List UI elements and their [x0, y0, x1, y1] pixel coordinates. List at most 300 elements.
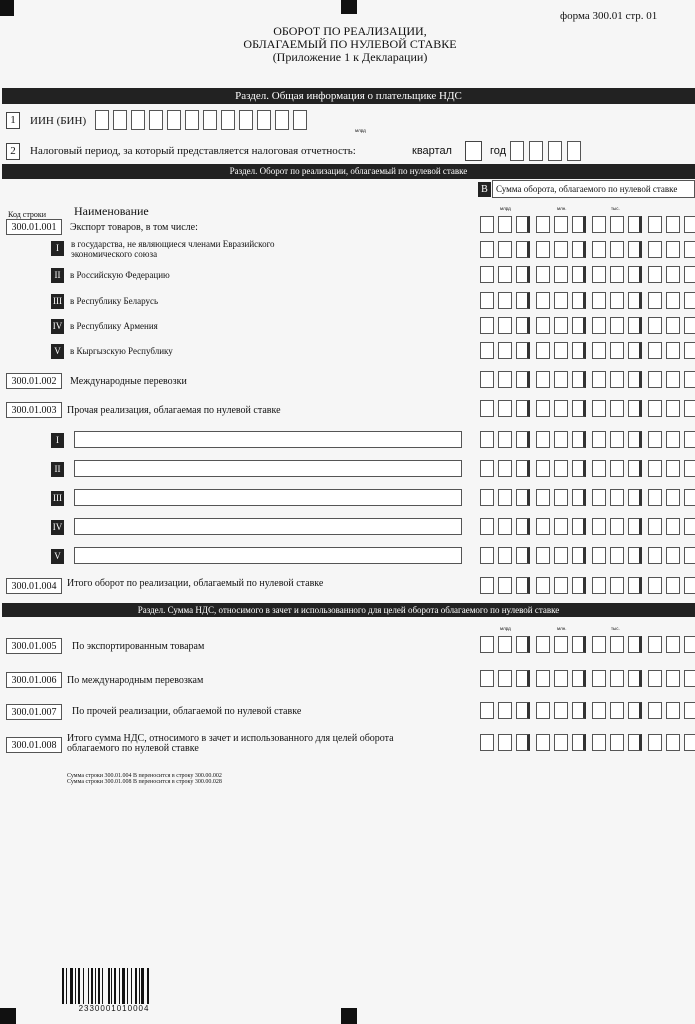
barcode-bar: [95, 968, 96, 1004]
digit-cell[interactable]: [684, 734, 695, 751]
digit-cell[interactable]: [498, 702, 512, 719]
digit-cell[interactable]: [666, 241, 680, 258]
unit-mlrd: млрд: [500, 206, 511, 211]
digit-cell[interactable]: [572, 400, 586, 417]
digit-cell[interactable]: [592, 371, 606, 388]
digit-cell[interactable]: [572, 460, 586, 477]
other-V-description-input[interactable]: [74, 547, 462, 564]
digit-cell[interactable]: [628, 431, 642, 448]
digit-cell[interactable]: [610, 216, 624, 233]
digit-cell[interactable]: [648, 734, 662, 751]
row-name-004: Итого оборот по реализации, облагаемый по нулевой ставке: [67, 578, 324, 589]
digit-cell[interactable]: [536, 371, 550, 388]
digit-cell[interactable]: [516, 636, 530, 653]
digit-cell[interactable]: [666, 702, 680, 719]
digit-cell[interactable]: [684, 292, 695, 309]
digit-cell[interactable]: [498, 400, 512, 417]
digit-cell[interactable]: [684, 547, 695, 564]
digit-cell[interactable]: [628, 577, 642, 594]
digit-cell[interactable]: [592, 292, 606, 309]
digit-cell[interactable]: [648, 292, 662, 309]
digit-cell[interactable]: [666, 547, 680, 564]
unit-mln-2: млн.: [557, 626, 567, 631]
export-sub-V-num: V: [51, 344, 64, 359]
digit-cell[interactable]: [648, 266, 662, 283]
digit-cell[interactable]: [536, 241, 550, 258]
digit-cell[interactable]: [554, 670, 568, 687]
field-1-number: 1: [6, 112, 20, 129]
row-name-005: По экспортированным товарам: [72, 641, 205, 652]
iin-digit-cell[interactable]: [185, 110, 199, 130]
digit-cell[interactable]: [666, 518, 680, 535]
row-code-007: 300.01.007: [6, 704, 62, 720]
digit-cell[interactable]: [592, 241, 606, 258]
digit-cell[interactable]: [536, 702, 550, 719]
digit-cell[interactable]: [536, 292, 550, 309]
digit-cell[interactable]: [498, 577, 512, 594]
digit-cell[interactable]: [592, 636, 606, 653]
digit-cell[interactable]: [666, 216, 680, 233]
digit-cell[interactable]: [516, 547, 530, 564]
digit-cell[interactable]: [572, 431, 586, 448]
digit-cell[interactable]: [516, 431, 530, 448]
page-title: [180, 25, 520, 64]
digit-cell[interactable]: [480, 734, 494, 751]
digit-cell[interactable]: [536, 216, 550, 233]
export-sub-V-text: в Кыргызскую Республику: [70, 346, 173, 356]
unit-mlrd-2: млрд: [500, 626, 511, 631]
row-name-008: Итого сумма НДС, относимого в зачет и использованного для целей оборота облагаемого по нулевой ставке: [67, 733, 394, 754]
digit-cell[interactable]: [628, 266, 642, 283]
digit-cell[interactable]: [498, 670, 512, 687]
digit-cell[interactable]: [610, 400, 624, 417]
other-II-description-input[interactable]: [74, 460, 462, 477]
digit-cell[interactable]: [628, 547, 642, 564]
year-digit-cell[interactable]: [567, 141, 581, 161]
digit-cell[interactable]: [666, 489, 680, 506]
barcode-bar: [108, 968, 110, 1004]
iin-digit-cell[interactable]: [131, 110, 145, 130]
digit-cell[interactable]: [572, 577, 586, 594]
year-digit-cell[interactable]: [510, 141, 524, 161]
digit-cell[interactable]: [648, 400, 662, 417]
code-column-header: Код строки: [8, 210, 47, 219]
digit-cell[interactable]: [498, 342, 512, 359]
digit-cell[interactable]: [516, 734, 530, 751]
barcode-bar: [75, 968, 76, 1004]
column-b-letter: B: [478, 182, 491, 197]
digit-cell[interactable]: [628, 518, 642, 535]
digit-cell[interactable]: [554, 342, 568, 359]
digit-cell[interactable]: [592, 547, 606, 564]
digit-cell[interactable]: [554, 547, 568, 564]
digit-cell[interactable]: [666, 636, 680, 653]
note-line-2: Сумма строки 300.01.008 В переносится в строку 300.00.028: [67, 779, 222, 785]
digit-cell[interactable]: [648, 577, 662, 594]
digit-cell[interactable]: [554, 636, 568, 653]
digit-cell[interactable]: [648, 317, 662, 334]
year-label: год: [490, 145, 507, 157]
digit-cell[interactable]: [666, 460, 680, 477]
other-III-description-input[interactable]: [74, 489, 462, 506]
digit-cell[interactable]: [572, 734, 586, 751]
digit-cell[interactable]: [480, 371, 494, 388]
digit-cell[interactable]: [480, 342, 494, 359]
digit-cell[interactable]: [666, 734, 680, 751]
digit-cell[interactable]: [610, 460, 624, 477]
digit-cell[interactable]: [480, 670, 494, 687]
digit-cell[interactable]: [572, 670, 586, 687]
digit-cell[interactable]: [592, 342, 606, 359]
section-general-info-header: Раздел. Общая информация о плательщике НДС: [2, 88, 695, 104]
digit-cell[interactable]: [536, 431, 550, 448]
digit-cell[interactable]: [628, 702, 642, 719]
digit-cell[interactable]: [648, 489, 662, 506]
other-I-num: I: [51, 433, 64, 448]
digit-cell[interactable]: [628, 489, 642, 506]
digit-cell[interactable]: [480, 577, 494, 594]
digit-cell[interactable]: [592, 317, 606, 334]
digit-cell[interactable]: [498, 518, 512, 535]
digit-cell[interactable]: [592, 518, 606, 535]
iin-digit-cell[interactable]: [167, 110, 181, 130]
digit-cell[interactable]: [554, 400, 568, 417]
digit-cell[interactable]: [628, 460, 642, 477]
digit-cell[interactable]: [572, 371, 586, 388]
digit-cell[interactable]: [628, 317, 642, 334]
digit-cell[interactable]: [648, 460, 662, 477]
digit-cell[interactable]: [610, 266, 624, 283]
digit-cell[interactable]: [554, 734, 568, 751]
barcode-bar: [70, 968, 73, 1004]
digit-cell[interactable]: [666, 577, 680, 594]
digit-cell[interactable]: [592, 216, 606, 233]
corner-mark-bottom-left: [0, 1008, 16, 1024]
digit-cell[interactable]: [516, 292, 530, 309]
digit-cell[interactable]: [516, 371, 530, 388]
digit-cell[interactable]: [684, 216, 695, 233]
digit-cell[interactable]: [536, 518, 550, 535]
digit-cell[interactable]: [536, 342, 550, 359]
digit-cell[interactable]: [536, 489, 550, 506]
digit-cell[interactable]: [666, 342, 680, 359]
unit-mln: млн.: [557, 206, 567, 211]
digit-cell[interactable]: [480, 292, 494, 309]
other-IV-description-input[interactable]: [74, 518, 462, 535]
digit-cell[interactable]: [536, 400, 550, 417]
iin-digit-cell[interactable]: [293, 110, 307, 130]
year-digit-cell[interactable]: [529, 141, 543, 161]
digit-cell[interactable]: [498, 292, 512, 309]
digit-cell[interactable]: [516, 670, 530, 687]
iin-digit-cell[interactable]: [257, 110, 271, 130]
digit-cell[interactable]: [480, 431, 494, 448]
corner-mark-top-left: [0, 0, 14, 16]
digit-cell[interactable]: [610, 577, 624, 594]
digit-cell[interactable]: [648, 431, 662, 448]
digit-cell[interactable]: [498, 489, 512, 506]
digit-cell[interactable]: [480, 241, 494, 258]
digit-cell[interactable]: [684, 518, 695, 535]
row-name-003: Прочая реализация, облагаемая по нулевой ставке: [67, 405, 281, 416]
digit-cell[interactable]: [498, 317, 512, 334]
digit-cell[interactable]: [554, 518, 568, 535]
iin-digit-cell[interactable]: [275, 110, 289, 130]
digit-cell[interactable]: [572, 636, 586, 653]
digit-cell[interactable]: [648, 702, 662, 719]
iin-digit-cell[interactable]: [203, 110, 217, 130]
iin-digit-cell[interactable]: [239, 110, 253, 130]
row-code-004: 300.01.004: [6, 578, 62, 594]
tax-period-label: Налоговый период, за который представляется налоговая отчетность:: [30, 145, 356, 157]
digit-cell[interactable]: [684, 702, 695, 719]
digit-cell[interactable]: [648, 216, 662, 233]
digit-cell[interactable]: [516, 577, 530, 594]
digit-cell[interactable]: [684, 670, 695, 687]
digit-cell[interactable]: [684, 400, 695, 417]
barcode-bar: [147, 968, 149, 1004]
digit-cell[interactable]: [666, 670, 680, 687]
digit-cell[interactable]: [498, 547, 512, 564]
digit-cell[interactable]: [648, 342, 662, 359]
name-column-header: Наименование: [74, 204, 149, 218]
digit-cell[interactable]: [536, 636, 550, 653]
digit-cell[interactable]: [554, 292, 568, 309]
digit-cell[interactable]: [572, 702, 586, 719]
barcode-bar: [139, 968, 140, 1004]
year-digit-cell[interactable]: [548, 141, 562, 161]
digit-cell[interactable]: [516, 489, 530, 506]
barcode-bar: [88, 968, 89, 1004]
digit-cell[interactable]: [684, 460, 695, 477]
digit-cell[interactable]: [628, 734, 642, 751]
export-sub-IV-num: IV: [51, 319, 64, 334]
iin-digit-cell[interactable]: [113, 110, 127, 130]
digit-cell[interactable]: [684, 577, 695, 594]
digit-cell[interactable]: [684, 241, 695, 258]
digit-cell[interactable]: [572, 317, 586, 334]
digit-cell[interactable]: [648, 636, 662, 653]
digit-cell[interactable]: [554, 577, 568, 594]
digit-cell[interactable]: [572, 241, 586, 258]
digit-cell[interactable]: [554, 702, 568, 719]
iin-input[interactable]: [95, 110, 315, 130]
digit-cell[interactable]: [536, 266, 550, 283]
digit-cell[interactable]: [592, 431, 606, 448]
digit-cell[interactable]: [572, 216, 586, 233]
digit-cell[interactable]: [516, 702, 530, 719]
digit-cell[interactable]: [498, 431, 512, 448]
digit-cell[interactable]: [592, 702, 606, 719]
digit-cell[interactable]: [516, 342, 530, 359]
digit-cell[interactable]: [516, 317, 530, 334]
export-sub-I-text: в государства, не являющиеся членами Евразийского экономического союза: [71, 239, 275, 259]
digit-cell[interactable]: [610, 342, 624, 359]
digit-cell[interactable]: [666, 431, 680, 448]
digit-cell[interactable]: [592, 266, 606, 283]
digit-cell[interactable]: [536, 460, 550, 477]
digit-cell[interactable]: [592, 460, 606, 477]
quarter-input[interactable]: [465, 141, 482, 161]
digit-cell[interactable]: [498, 216, 512, 233]
export-sub-III-text: в Республику Беларусь: [70, 296, 159, 306]
digit-cell[interactable]: [480, 266, 494, 283]
digit-cell[interactable]: [554, 460, 568, 477]
digit-cell[interactable]: [610, 670, 624, 687]
digit-cell[interactable]: [610, 317, 624, 334]
row-code-008: 300.01.008: [6, 737, 62, 753]
digit-cell[interactable]: [684, 266, 695, 283]
digit-cell[interactable]: [666, 400, 680, 417]
digit-cell[interactable]: [648, 518, 662, 535]
digit-cell[interactable]: [554, 489, 568, 506]
digit-cell[interactable]: [572, 292, 586, 309]
digit-cell[interactable]: [554, 241, 568, 258]
digit-cell[interactable]: [610, 547, 624, 564]
digit-cell[interactable]: [480, 460, 494, 477]
barcode-number: 2330001010004: [78, 1004, 150, 1013]
digit-cell[interactable]: [480, 636, 494, 653]
export-sub-III-num: III: [51, 294, 64, 309]
other-IV-num: IV: [51, 520, 64, 535]
digit-cell[interactable]: [516, 518, 530, 535]
year-input[interactable]: [510, 141, 586, 161]
digit-cell[interactable]: [498, 266, 512, 283]
barcode-bars: [62, 968, 166, 1004]
barcode-bar: [91, 968, 93, 1004]
digit-cell[interactable]: [666, 292, 680, 309]
digit-cell[interactable]: [536, 547, 550, 564]
digit-cell[interactable]: [498, 460, 512, 477]
export-sub-II-text: в Российскую Федерацию: [70, 270, 170, 280]
digit-cell[interactable]: [554, 317, 568, 334]
digit-cell[interactable]: [480, 216, 494, 233]
form-reference: форма 300.01 стр. 01: [560, 10, 658, 22]
digit-cell[interactable]: [536, 670, 550, 687]
barcode-bar: [78, 968, 80, 1004]
row-name-007: По прочей реализации, облагаемой по нулевой ставке: [72, 706, 302, 717]
barcode-bar: [62, 968, 64, 1004]
digit-cell[interactable]: [666, 317, 680, 334]
digit-cell[interactable]: [480, 702, 494, 719]
digit-cell[interactable]: [610, 518, 624, 535]
unit-tys: тыс.: [611, 206, 620, 211]
digit-cell[interactable]: [498, 241, 512, 258]
digit-cell[interactable]: [592, 489, 606, 506]
digit-cell[interactable]: [554, 216, 568, 233]
export-sub-IV-text: в Республику Армения: [70, 321, 158, 331]
digit-cell[interactable]: [480, 489, 494, 506]
section-turnover-header: Раздел. Оборот по реализации, облагаемый по нулевой ставке: [2, 164, 695, 179]
digit-cell[interactable]: [572, 518, 586, 535]
digit-cell[interactable]: [648, 371, 662, 388]
digit-cell[interactable]: [498, 636, 512, 653]
digit-cell[interactable]: [610, 371, 624, 388]
section-vat-header: Раздел. Сумма НДС, относимого в зачет и использованного для целей оборота облагаемого по нулевой ставке: [2, 603, 695, 617]
digit-cell[interactable]: [592, 670, 606, 687]
digit-cell[interactable]: [684, 636, 695, 653]
row-code-002: 300.01.002: [6, 373, 62, 389]
other-I-description-input[interactable]: [74, 431, 462, 448]
title-line-1: ОБОРОТ ПО РЕАЛИЗАЦИИ,: [273, 24, 427, 38]
digit-cell[interactable]: [684, 371, 695, 388]
digit-cell[interactable]: [628, 636, 642, 653]
digit-cell[interactable]: [480, 547, 494, 564]
digit-cell[interactable]: [610, 636, 624, 653]
digit-cell[interactable]: [684, 431, 695, 448]
digit-cell[interactable]: [684, 342, 695, 359]
digit-cell[interactable]: [480, 518, 494, 535]
digit-cell[interactable]: [516, 460, 530, 477]
digit-cell[interactable]: [480, 400, 494, 417]
digit-cell[interactable]: [480, 317, 494, 334]
digit-cell[interactable]: [684, 489, 695, 506]
digit-cell[interactable]: [666, 371, 680, 388]
digit-cell[interactable]: [536, 577, 550, 594]
digit-cell[interactable]: [554, 266, 568, 283]
digit-cell[interactable]: [648, 670, 662, 687]
row-name-006: По международным перевозкам: [67, 675, 204, 686]
digit-cell[interactable]: [498, 734, 512, 751]
digit-cell[interactable]: [554, 371, 568, 388]
iin-digit-cell[interactable]: [149, 110, 163, 130]
digit-cell[interactable]: [572, 547, 586, 564]
digit-cell[interactable]: [666, 266, 680, 283]
digit-cell[interactable]: [592, 400, 606, 417]
digit-cell[interactable]: [648, 241, 662, 258]
digit-cell[interactable]: [610, 734, 624, 751]
note-line-1: Сумма строки 300.01.004 В переносится в строку 300.00.002: [67, 773, 222, 779]
digit-cell[interactable]: [628, 241, 642, 258]
digit-cell[interactable]: [516, 216, 530, 233]
barcode-bar: [98, 968, 100, 1004]
digit-cell[interactable]: [572, 266, 586, 283]
digit-cell[interactable]: [628, 400, 642, 417]
digit-cell[interactable]: [628, 342, 642, 359]
iin-digit-cell[interactable]: [221, 110, 235, 130]
barcode-bar: [131, 968, 132, 1004]
digit-cell[interactable]: [610, 292, 624, 309]
digit-cell[interactable]: [516, 266, 530, 283]
digit-cell[interactable]: [610, 702, 624, 719]
digit-cell[interactable]: [516, 400, 530, 417]
digit-cell[interactable]: [648, 547, 662, 564]
digit-cell[interactable]: [516, 241, 530, 258]
digit-cell[interactable]: [498, 371, 512, 388]
digit-cell[interactable]: [628, 216, 642, 233]
barcode-bar: [83, 968, 84, 1004]
digit-cell[interactable]: [572, 489, 586, 506]
digit-cell[interactable]: [628, 292, 642, 309]
digit-cell[interactable]: [536, 317, 550, 334]
digit-cell[interactable]: [628, 371, 642, 388]
digit-cell[interactable]: [628, 670, 642, 687]
digit-cell[interactable]: [536, 734, 550, 751]
iin-digit-cell[interactable]: [95, 110, 109, 130]
digit-cell[interactable]: [592, 577, 606, 594]
barcode-bar: [66, 968, 67, 1004]
digit-cell[interactable]: [610, 431, 624, 448]
digit-cell[interactable]: [684, 317, 695, 334]
digit-cell[interactable]: [572, 342, 586, 359]
digit-cell[interactable]: [610, 489, 624, 506]
digit-cell[interactable]: [610, 241, 624, 258]
iin-label: ИИН (БИН): [30, 115, 87, 127]
digit-cell[interactable]: [554, 431, 568, 448]
row-code-005: 300.01.005: [6, 638, 62, 654]
row-code-001: 300.01.001: [6, 219, 62, 235]
digit-cell[interactable]: [592, 734, 606, 751]
